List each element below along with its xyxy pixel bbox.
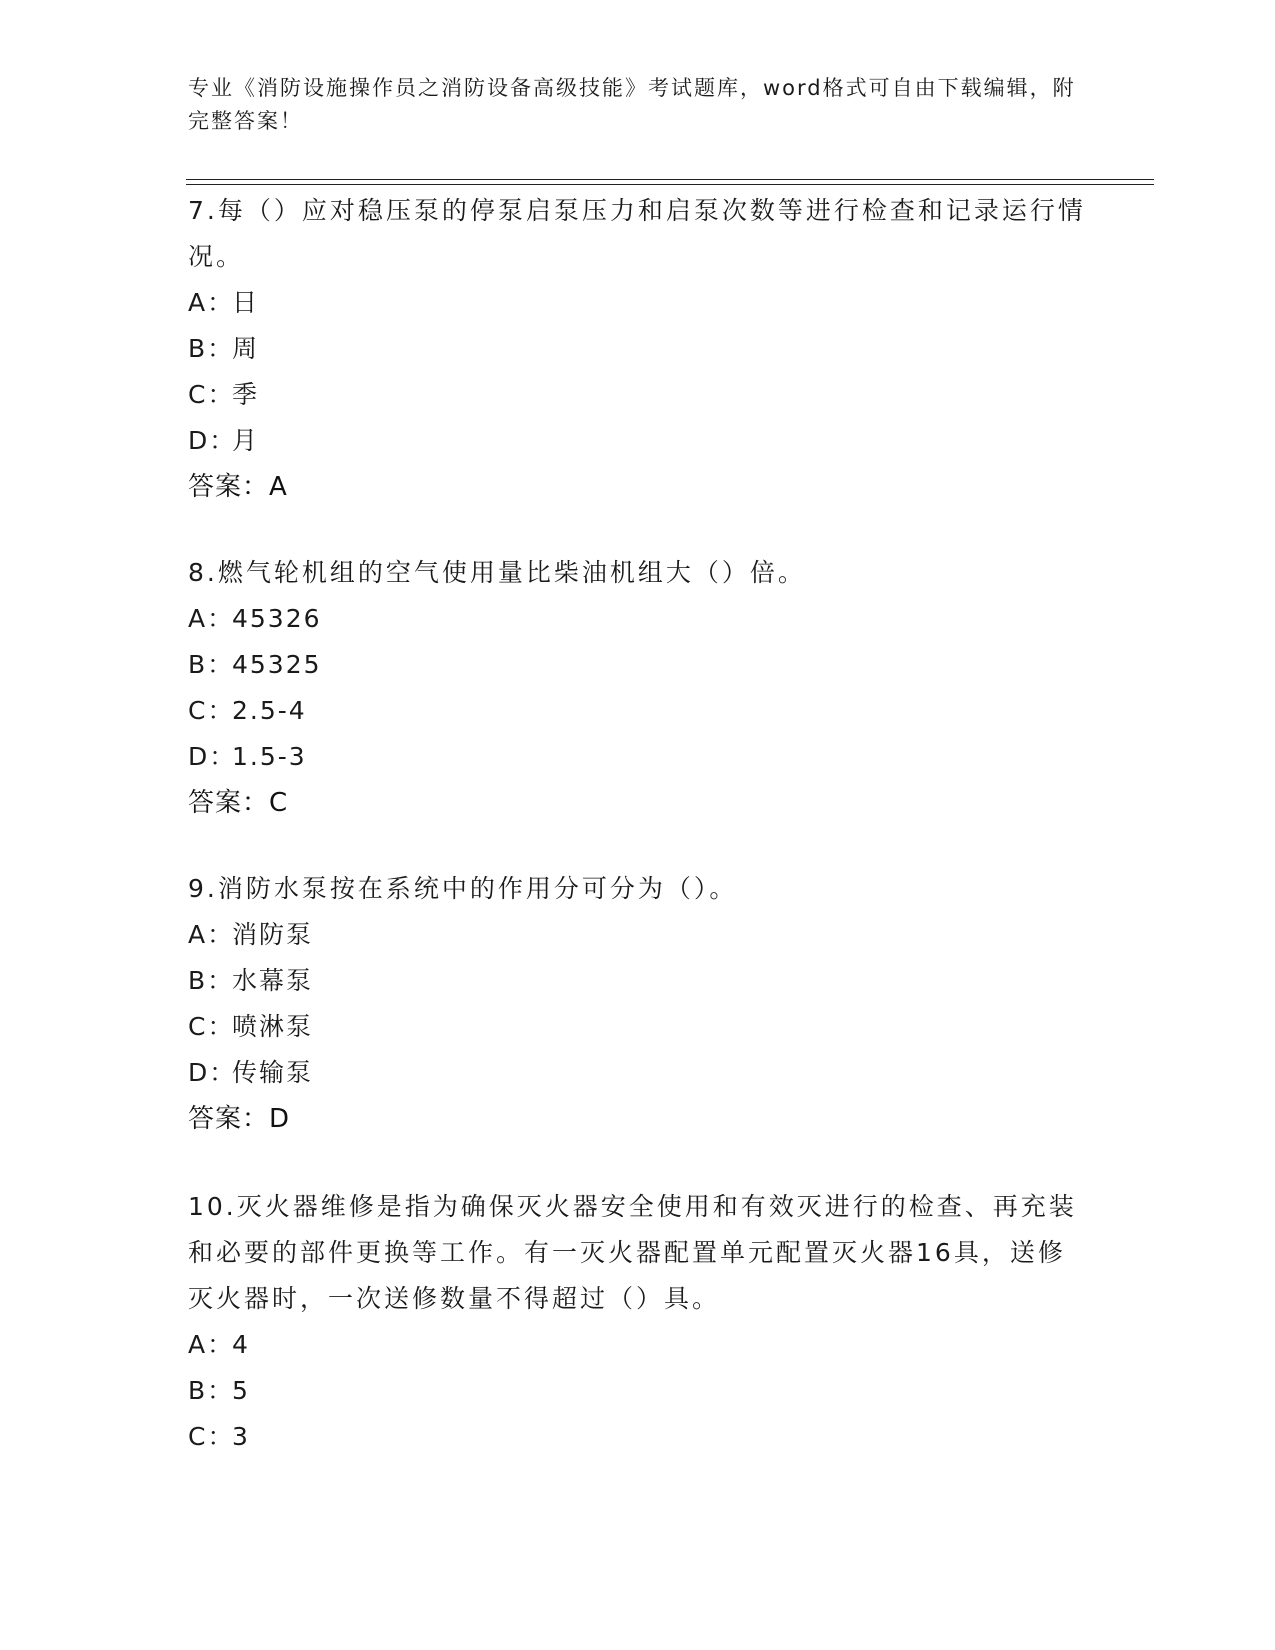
question-stem: 10.灭火器维修是指为确保灭火器安全使用和有效灭进行的检查、再充装和必要的部件更换等工作。有一灭火器配置单元配置灭火器16具，送修灭火器时，一次送修数量不得超过（）具。 — [188, 1192, 1077, 1313]
option-d — [188, 1050, 1088, 1096]
header-divider-bottom — [186, 184, 1154, 185]
question-stem: 7.每（）应对稳压泵的停泵启泵压力和启泵次数等进行检查和记录运行情况。 — [188, 196, 1086, 271]
question-stem: 8.燃气轮机组的空气使用量比柴油机组大（）倍。 — [188, 558, 806, 587]
option-key: A： — [188, 1330, 235, 1359]
option-text: 日 — [232, 288, 260, 317]
option-key: D： — [188, 1058, 237, 1087]
option-text: 水幕泵 — [232, 966, 314, 995]
option-key: D： — [188, 426, 237, 455]
option-text: 季 — [232, 380, 260, 409]
option-key: A： — [188, 920, 235, 949]
option-c — [188, 372, 1088, 418]
option-key: B： — [188, 1376, 235, 1405]
option-text: 5 — [232, 1376, 250, 1405]
option-key: C： — [188, 1422, 235, 1451]
option-key: C： — [188, 1012, 235, 1041]
option-text: 喷淋泵 — [232, 1012, 314, 1041]
option-b — [188, 1368, 1088, 1414]
option-a — [188, 912, 1088, 958]
option-key: B： — [188, 966, 235, 995]
option-b — [188, 326, 1088, 372]
option-a — [188, 1322, 1088, 1368]
option-text: 传输泵 — [232, 1058, 314, 1087]
answer-label: 答案：D — [188, 1104, 291, 1134]
question-7 — [188, 188, 1088, 510]
question-9 — [188, 866, 1088, 1142]
option-c — [188, 1004, 1088, 1050]
option-key: B： — [188, 650, 235, 679]
answer-label: 答案：A — [188, 472, 288, 502]
option-d — [188, 734, 1088, 780]
option-text: 45325 — [232, 650, 322, 679]
option-text: 1.5-3 — [232, 742, 307, 771]
question-stem: 9.消防水泵按在系统中的作用分可分为（）。 — [188, 874, 738, 903]
question-8 — [188, 550, 1088, 826]
option-key: B： — [188, 334, 235, 363]
option-text: 2.5-4 — [232, 696, 307, 725]
option-a — [188, 280, 1088, 326]
option-b — [188, 642, 1088, 688]
option-key: A： — [188, 288, 235, 317]
option-text: 4 — [232, 1330, 250, 1359]
option-c — [188, 1414, 1088, 1460]
document-intro: 专业《消防设施操作员之消防设备高级技能》考试题库，word格式可自由下载编辑，附完整答案！ — [188, 76, 1076, 133]
option-c — [188, 688, 1088, 734]
option-key: C： — [188, 380, 235, 409]
question-10 — [188, 1184, 1088, 1460]
option-a — [188, 596, 1088, 642]
option-text: 45326 — [232, 604, 322, 633]
option-key: D： — [188, 742, 237, 771]
option-text: 月 — [232, 426, 260, 455]
option-text: 周 — [232, 334, 260, 363]
option-d — [188, 418, 1088, 464]
option-text: 消防泵 — [232, 920, 314, 949]
header-divider-top — [186, 179, 1154, 180]
answer-label: 答案：C — [188, 788, 289, 818]
option-key: C： — [188, 696, 235, 725]
option-text: 3 — [232, 1422, 250, 1451]
option-key: A： — [188, 604, 235, 633]
option-b — [188, 958, 1088, 1004]
